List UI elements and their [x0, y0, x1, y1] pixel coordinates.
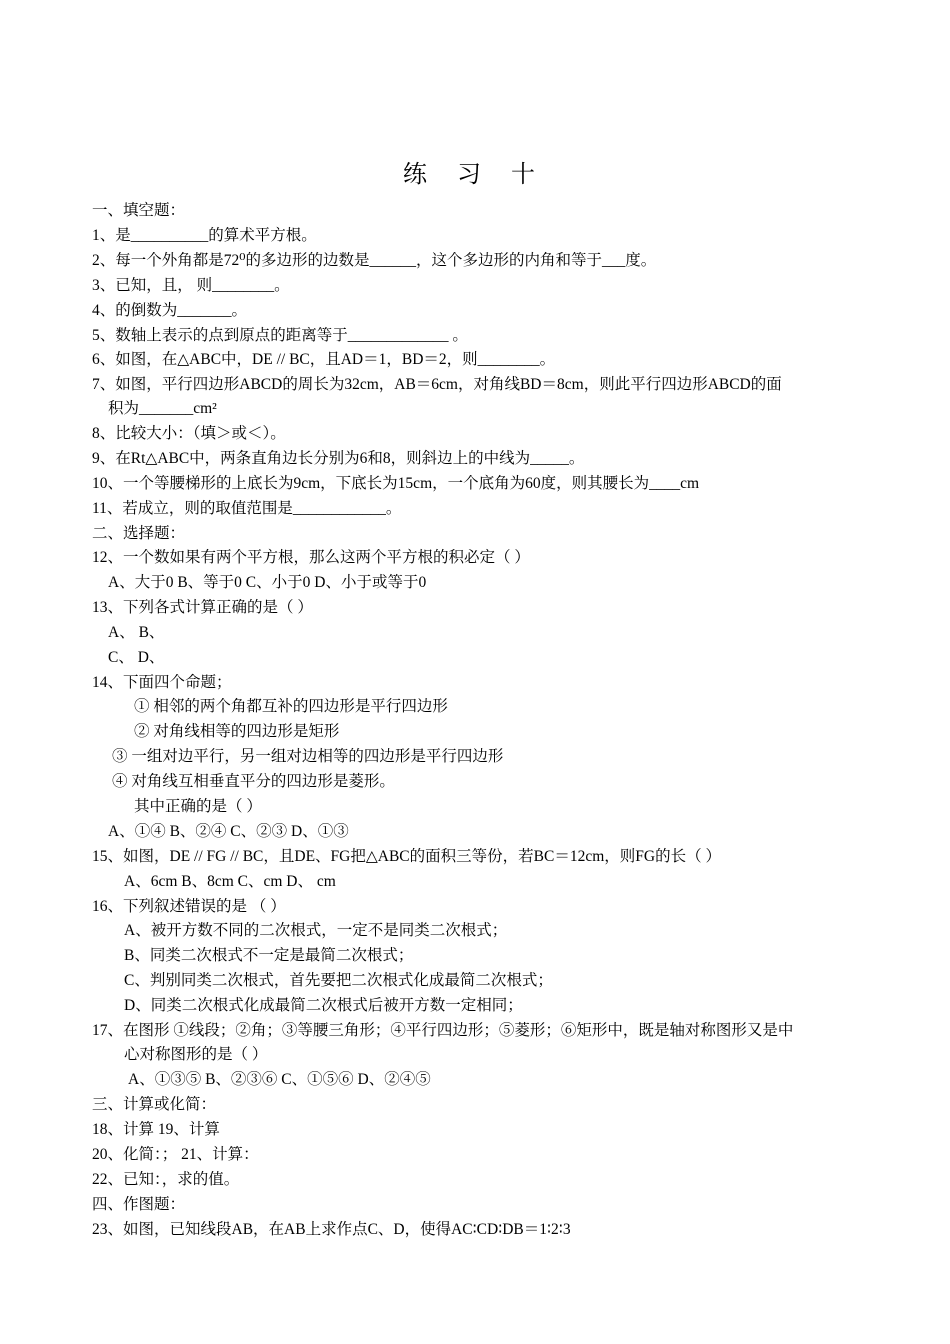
question-14-statement-1: ① 相邻的两个角都互补的四边形是平行四边形: [134, 698, 448, 715]
question-11: 11、若成立，则的取值范围是____________。: [92, 500, 402, 517]
question-12-options: A、大于0 B、等于0 C、小于0 D、小于或等于0: [108, 574, 427, 591]
question-23: 23、如图，已知线段AB，在AB上求作点C、D，使得AC∶CD∶DB＝1∶2∶3: [92, 1221, 571, 1238]
question-4: 4、的倒数为_______。: [92, 302, 248, 319]
section-heading-calculation: 三、计算或化简：: [92, 1096, 217, 1113]
section-heading-choice: 二、选择题：: [92, 525, 186, 542]
question-16-option-a: A、被开方数不同的二次根式，一定不是同类二次根式；: [124, 922, 508, 939]
question-20-21: 20、化简：； 21、计算：: [92, 1146, 259, 1163]
question-15: 15、如图，DE // FG // BC，且DE、FG把△ABC的面积三等份，若BC＝12cm，则FG的长（ ）: [92, 848, 721, 865]
question-7: 7、如图，平行四边形ABCD的周长为32cm，AB＝6cm，对角线BD＝8cm，则此平行四边形ABCD的面: [92, 376, 782, 393]
question-12: 12、一个数如果有两个平方根，那么这两个平方根的积必定（ ）: [92, 549, 530, 566]
question-13-options-cd: C、 D、: [108, 649, 165, 666]
question-14-prompt: 其中正确的是（ ）: [134, 798, 262, 815]
question-6: 6、如图，在△ABC中，DE // BC，且AD＝1，BD＝2，则________。: [92, 351, 556, 368]
section-heading-fill-in: 一、填空题：: [92, 202, 186, 219]
question-3: 3、已知，且， 则________。: [92, 277, 290, 294]
question-16: 16、下列叙述错误的是 （ ）: [92, 898, 286, 915]
question-16-option-d: D、同类二次根式化成最简二次根式后被开方数一定相同；: [124, 997, 523, 1014]
question-16-option-c: C、判别同类二次根式，首先要把二次根式化成最简二次根式；: [124, 972, 553, 989]
question-14-statement-2: ② 对角线相等的四边形是矩形: [134, 723, 340, 740]
question-14-options: A、①④ B、②④ C、②③ D、①③: [108, 823, 349, 840]
question-13: 13、下列各式计算正确的是（ ）: [92, 599, 313, 616]
question-14-statement-3: ③ 一组对边平行，另一组对边相等的四边形是平行四边形: [112, 748, 504, 765]
question-15-options: A、6cm B、8cm C、cm D、 cm: [124, 873, 336, 890]
question-10: 10、一个等腰梯形的上底长为9cm，下底长为15cm，一个底角为60度，则其腰长为____cm: [92, 475, 700, 492]
question-22: 22、已知：，求的值。: [92, 1171, 240, 1188]
question-8: 8、比较大小：（填＞或＜）。: [92, 425, 286, 442]
question-18-19: 18、计算 19、计算: [92, 1121, 220, 1138]
question-17-continuation: 心对称图形的是（ ）: [124, 1046, 268, 1063]
question-13-options-ab: A、 B、: [108, 624, 165, 641]
question-9: 9、在Rt△ABC中，两条直角边长分别为6和8，则斜边上的中线为_____。: [92, 450, 585, 467]
question-17: 17、在图形 ①线段；②角；③等腰三角形；④平行四边形；⑤菱形；⑥矩形中，既是轴对称图形又是中: [92, 1022, 794, 1039]
question-2: 2、每一个外角都是72⁰的多边形的边数是______，这个多边形的内角和等于___度。: [92, 252, 657, 269]
question-16-option-b: B、同类二次根式不一定是最简二次根式；: [124, 947, 414, 964]
question-17-options: A、①③⑤ B、②③⑥ C、①⑤⑥ D、②④⑤: [128, 1071, 431, 1088]
question-14-statement-4: ④ 对角线互相垂直平分的四边形是菱形。: [112, 773, 395, 790]
question-1: 1、是__________的算术平方根。: [92, 227, 317, 244]
question-7-continuation: 积为_______cm²: [108, 400, 217, 417]
page-title: 练 习 十: [403, 162, 547, 188]
question-14: 14、下面四个命题；: [92, 674, 232, 691]
question-5: 5、数轴上表示的点到原点的距离等于_____________ 。: [92, 327, 468, 344]
section-heading-construction: 四、作图题：: [92, 1196, 186, 1213]
